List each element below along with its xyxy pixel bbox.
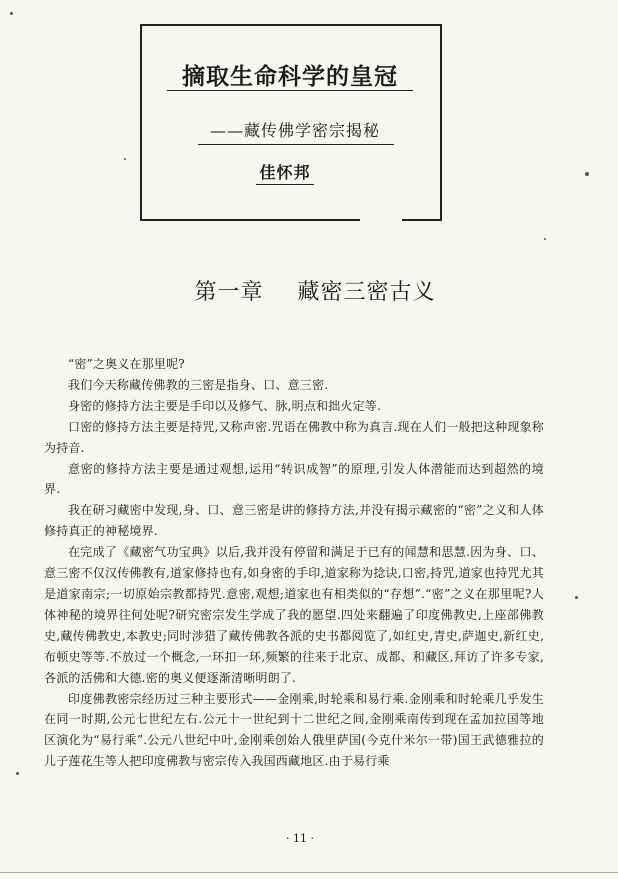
chapter-heading	[150, 275, 480, 306]
paragraph: 口密的修持方法主要是持咒,又称声密.咒语在佛教中称为真言.现在人们一般把这种现象称为持音.	[44, 419, 544, 455]
chapter-number: 第一章	[194, 280, 264, 305]
paragraph: 印度佛教密宗经历过三种主要形式——金刚乘,时轮乘和易行乘.金刚乘和时轮乘几乎发生在同一时期,公元七世纪左右.公元十一世纪到十二世纪之间,金刚乘南传到现在孟加拉国等地区演化为“易行乘”.公元八世纪中叶,金刚乘创始人俄里萨国(今克什米尔一带)国王武德雅拉的儿子莲花生等人把印度佛教与密宗传入我国西藏地区.由于易行乘	[44, 691, 544, 769]
scan-edge-line	[0, 872, 618, 873]
body-text	[44, 354, 544, 772]
book-subtitle: ——藏传佛学密宗揭秘	[209, 121, 380, 140]
page-number: · 11 ·	[286, 832, 314, 845]
paragraph: 意密的修持方法主要是通过观想,运用“转识成智”的原理,引发人体潜能而达到超然的境界.	[44, 461, 544, 497]
author-name: 佳怀邦	[259, 163, 311, 182]
subtitle-underline	[198, 144, 394, 145]
scan-speck	[544, 238, 546, 240]
paragraph: 在完成了《藏密气功宝典》以后,我并没有停留和满足于已有的闻慧和思慧.因为身、口、意三密不仅汉传佛教有,道家修持也有,如身密的手印,道家称为捻诀,口密,持咒,道家也持咒尤其是道家南宗;一切原始宗教都持咒.意密,观想;道家也有相类似的“存想”.“密”之义在那里呢?人体神秘的境界往何处呢?研究密宗发生学成了我的愿望.四处来翻遍了印度佛教史,上座部佛教史,藏传佛教史,本教史;同时涉猎了藏传佛教各派的史书都阅览了,如红史,青史,萨迦史,新红史,布顿史等等.不放过一个概念,一环扣一环,频繁的往来于北京、成都、和藏区,拜访了许多专家,各派的活佛和大德.密的奥义便逐渐清晰明朗了.	[44, 545, 544, 685]
scan-speck	[575, 596, 578, 599]
paragraph: 我在研习藏密中发现,身、口、意三密是讲的修持方法,并没有揭示藏密的“密”之义和人体修持真正的神秘境界.	[44, 503, 544, 539]
frame-bottom-left	[140, 219, 360, 221]
paragraph: 我们今天称藏传佛教的三密是指身、口、意三密.	[68, 377, 329, 392]
book-title: 摘取生命科学的皇冠	[182, 63, 398, 90]
paragraph: “密”之奥义在那里呢?	[68, 357, 185, 371]
paragraph: 身密的修持方法主要是手印以及修气、脉,明点和拙火定等.	[68, 398, 382, 413]
scan-speck	[10, 12, 13, 15]
scan-speck	[16, 772, 19, 775]
title-underline	[167, 90, 413, 91]
scan-speck	[585, 172, 589, 176]
scan-speck	[124, 158, 126, 160]
author-underline	[256, 184, 314, 185]
frame-bottom-right	[402, 219, 442, 221]
chapter-name: 藏密三密古义	[297, 280, 436, 305]
